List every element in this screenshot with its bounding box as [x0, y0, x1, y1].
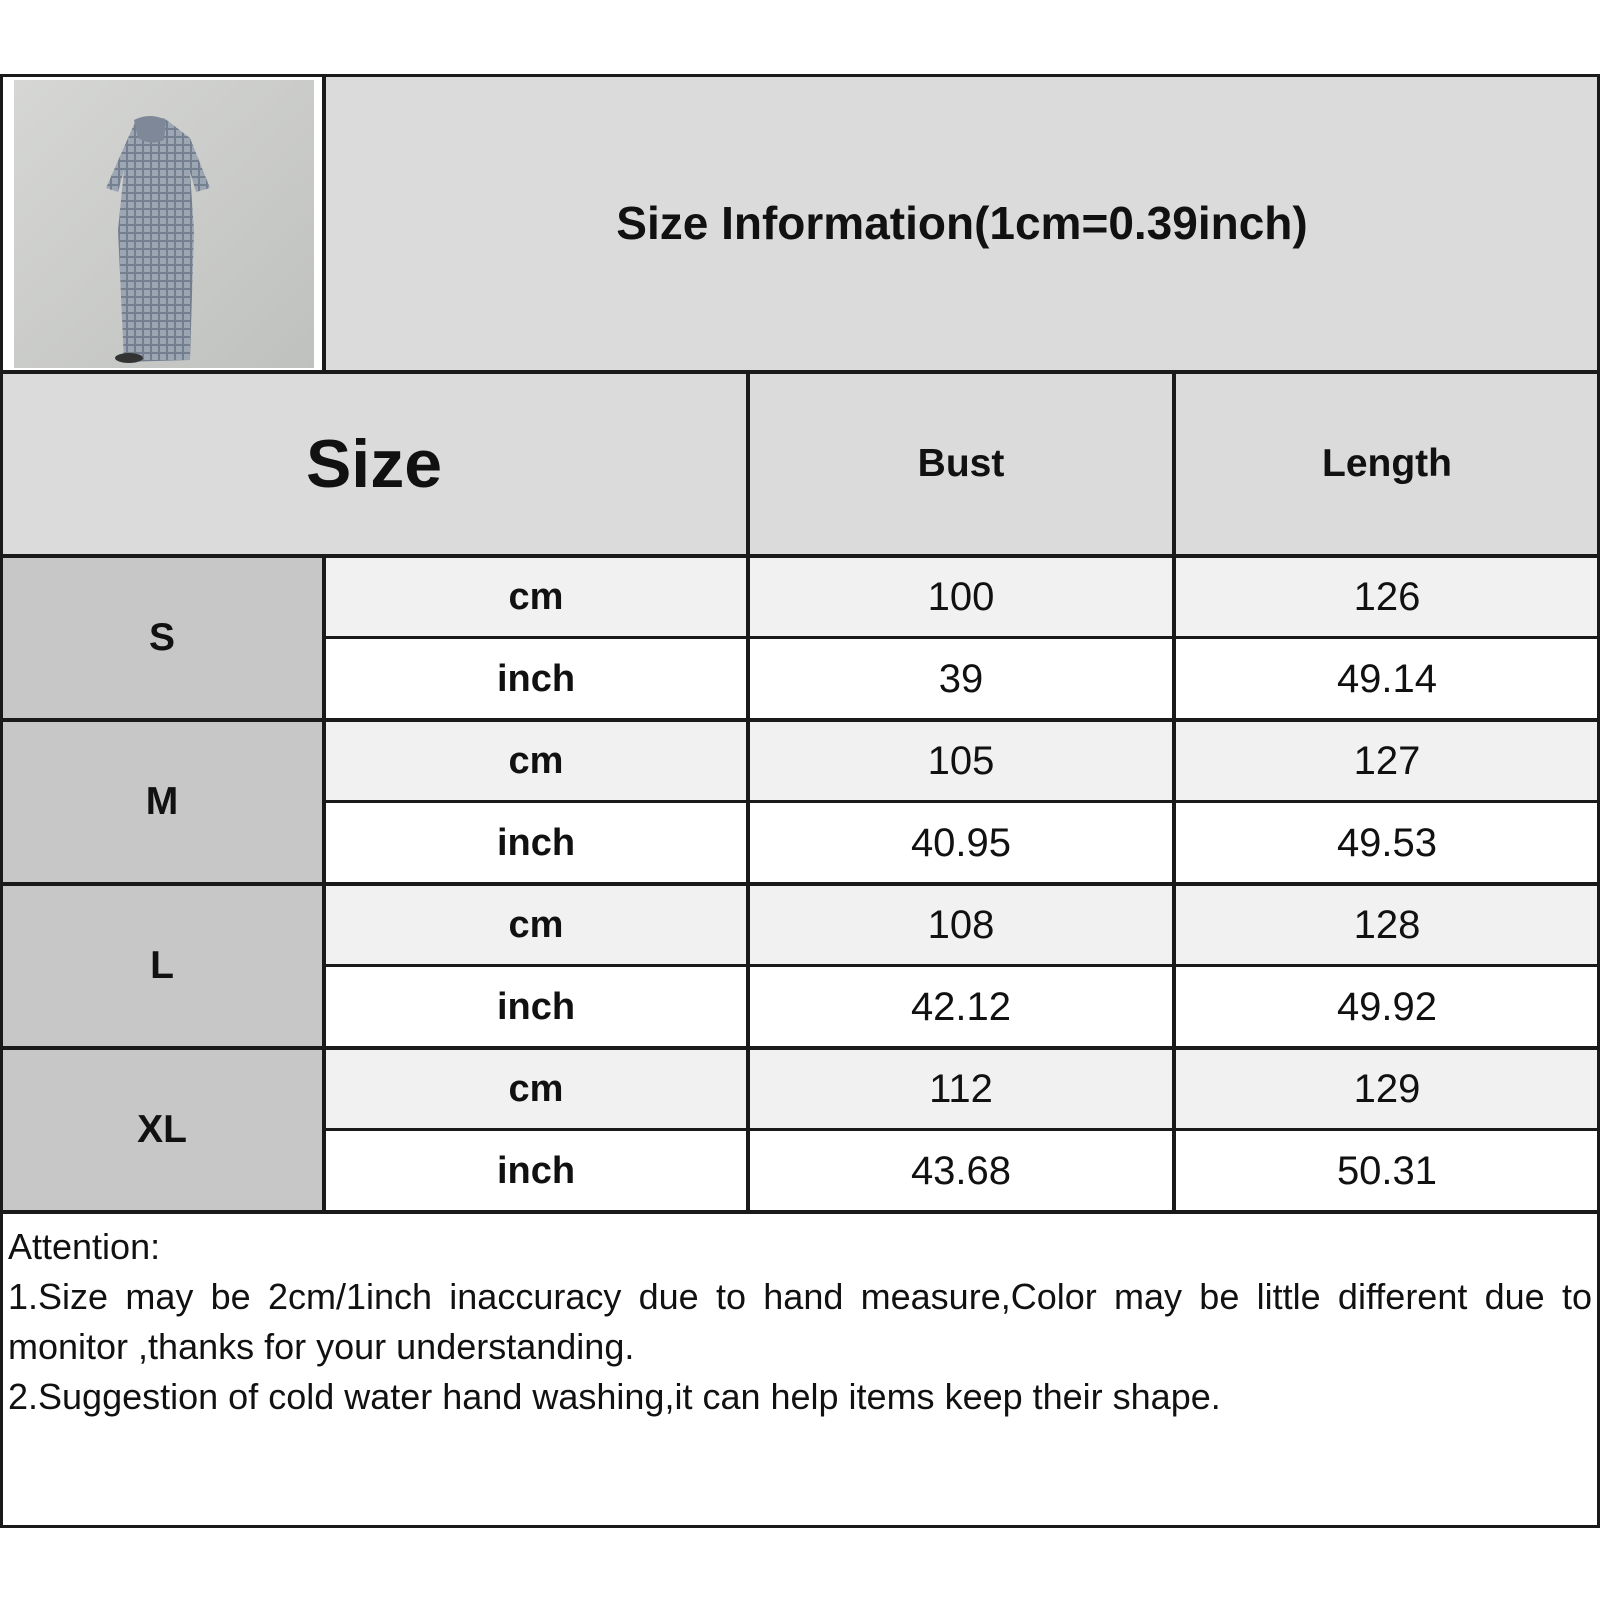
divider	[324, 964, 1600, 967]
bust-value: 42.12	[748, 966, 1174, 1048]
unit-cell: cm	[324, 1048, 748, 1130]
unit-cell: inch	[324, 802, 748, 884]
bust-column-header: Bust	[748, 372, 1174, 556]
divider	[0, 1046, 1600, 1050]
divider	[0, 370, 1600, 374]
bust-value: 105	[748, 720, 1174, 802]
divider	[324, 1128, 1600, 1131]
length-value: 127	[1174, 720, 1600, 802]
bust-value: 108	[748, 884, 1174, 966]
length-value: 129	[1174, 1048, 1600, 1130]
divider	[322, 74, 326, 372]
size-label-s: S	[0, 556, 324, 720]
length-value: 128	[1174, 884, 1600, 966]
length-value: 49.92	[1174, 966, 1600, 1048]
attention-notes	[8, 1222, 1592, 1422]
divider	[324, 636, 1600, 639]
dress-product-photo	[14, 80, 314, 368]
unit-cell: cm	[324, 884, 748, 966]
size-label-xl: XL	[0, 1048, 324, 1212]
product-photo-cell	[0, 74, 324, 372]
length-value: 49.14	[1174, 638, 1600, 720]
page-title: Size Information(1cm=0.39inch)	[324, 74, 1600, 372]
attention-note-2: 2.Suggestion of cold water hand washing,it can help items keep their shape.	[8, 1376, 1221, 1417]
attention-heading: Attention:	[8, 1226, 161, 1267]
size-column-header: Size	[0, 372, 748, 556]
border-top	[0, 74, 1600, 77]
bust-value: 100	[748, 556, 1174, 638]
unit-cell: cm	[324, 556, 748, 638]
length-value: 126	[1174, 556, 1600, 638]
divider	[0, 882, 1600, 886]
attention-note-1: 1.Size may be 2cm/1inch inaccuracy due to hand measure,Color may be little different due to monitor ,thanks for your understanding.	[8, 1276, 1592, 1367]
unit-cell: cm	[324, 720, 748, 802]
length-column-header: Length	[1174, 372, 1600, 556]
divider	[324, 800, 1600, 803]
size-label-m: M	[0, 720, 324, 884]
bust-value: 40.95	[748, 802, 1174, 884]
border-bottom	[0, 1525, 1600, 1528]
border-left	[0, 74, 3, 1528]
bust-value: 43.68	[748, 1130, 1174, 1212]
unit-cell: inch	[324, 966, 748, 1048]
bust-value: 39	[748, 638, 1174, 720]
unit-cell: inch	[324, 1130, 748, 1212]
length-value: 50.31	[1174, 1130, 1600, 1212]
size-label-l: L	[0, 884, 324, 1048]
bust-value: 112	[748, 1048, 1174, 1130]
divider	[0, 1210, 1600, 1214]
unit-cell: inch	[324, 638, 748, 720]
dress-icon	[14, 80, 314, 368]
length-value: 49.53	[1174, 802, 1600, 884]
divider	[0, 718, 1600, 722]
divider	[1172, 372, 1176, 1212]
divider	[746, 372, 750, 1212]
divider	[0, 554, 1600, 558]
